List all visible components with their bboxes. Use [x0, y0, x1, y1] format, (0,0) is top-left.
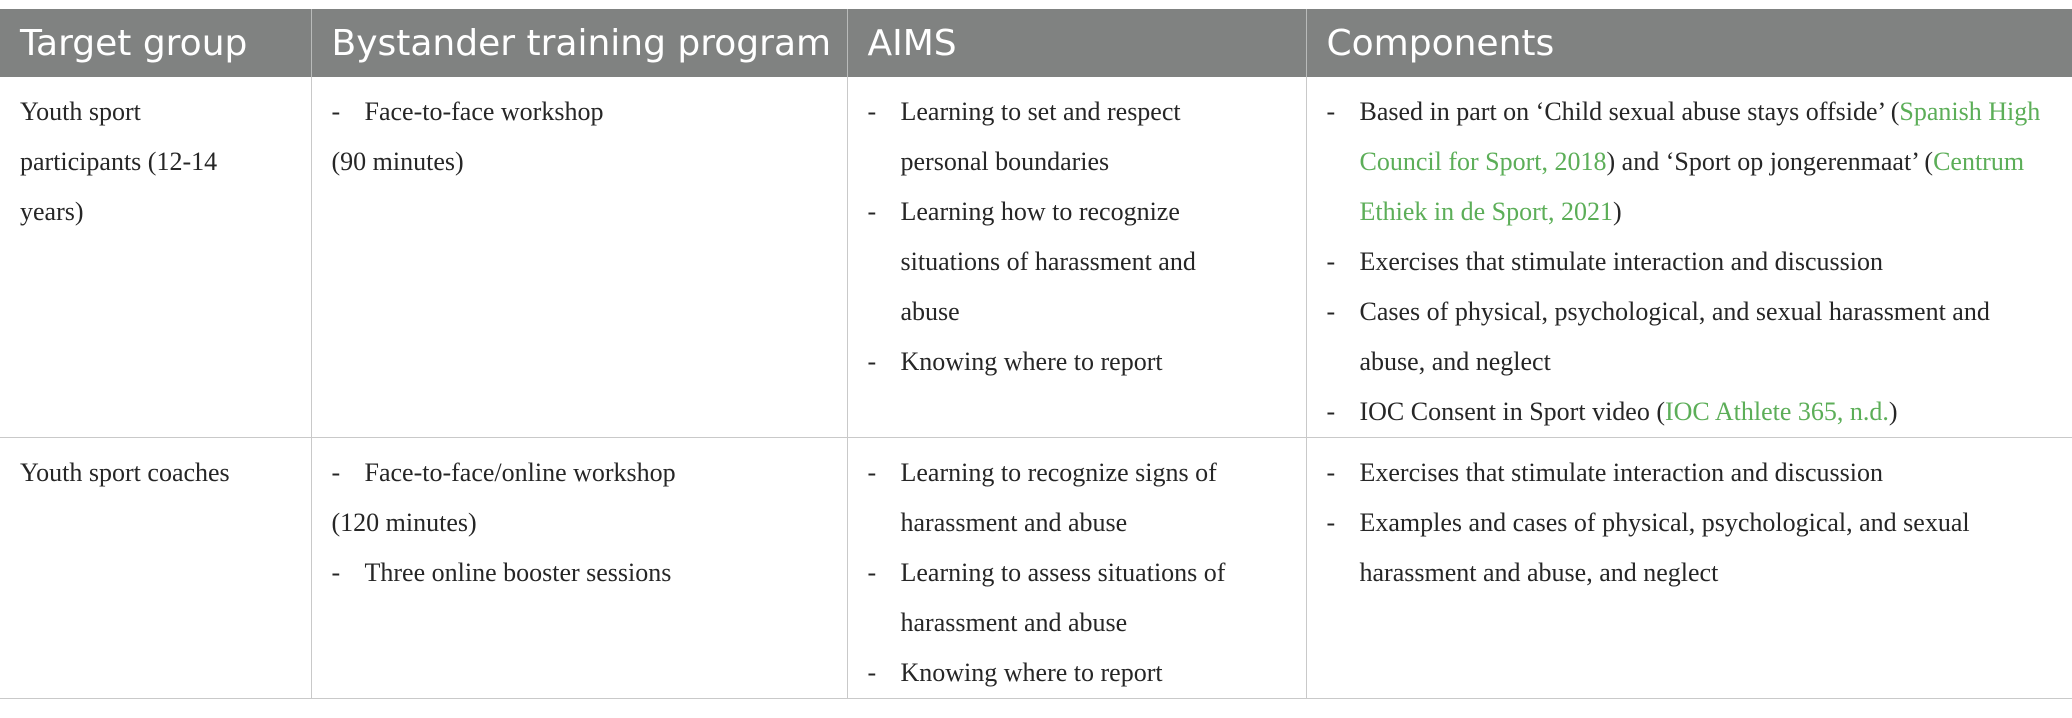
components-cell [1306, 438, 2072, 699]
list-item [1327, 237, 2053, 287]
component-text: Based in part on ‘Child sexual abuse stays offside’ ( [1359, 97, 1900, 126]
component-text: ) and ‘Sport op jongerenmaat’ ( [1606, 147, 1934, 176]
bystander-training-table [0, 9, 2072, 699]
bullet-dash: - [1326, 458, 1336, 487]
target-group-text: Youth sport coaches [20, 458, 230, 487]
list-item [868, 648, 1286, 698]
program-duration: (90 minutes) [331, 147, 464, 176]
program-duration: (120 minutes) [331, 508, 477, 537]
reference-link[interactable]: IOC Athlete 365, n.d. [1665, 397, 1889, 426]
bullet-dash: - [1326, 97, 1336, 126]
program-cell [311, 77, 847, 438]
program-cell [311, 438, 847, 699]
bullet-dash: - [867, 658, 877, 687]
list-item [1327, 387, 2053, 437]
table-row [0, 77, 2072, 438]
list-item [332, 87, 827, 137]
bullet-dash: - [867, 347, 877, 376]
list-item [1327, 87, 2053, 237]
bullet-dash: - [331, 458, 341, 487]
table-row [0, 438, 2072, 699]
list-item [1327, 448, 2053, 498]
header-aims: AIMS [847, 9, 1306, 77]
component-text: Cases of physical, psychological, and sexual harassment and abuse, and neglect [1359, 297, 1990, 376]
bullet-dash: - [867, 458, 877, 487]
bullet-dash: - [1326, 247, 1336, 276]
list-item [1327, 287, 2053, 387]
component-text: Exercises that stimulate interaction and discussion [1359, 458, 1883, 487]
bullet-dash: - [867, 197, 877, 226]
list-item [332, 448, 827, 498]
list-item [868, 548, 1286, 648]
aims-cell [847, 77, 1306, 438]
aim-text: Learning to recognize signs of harassment and abuse [900, 458, 1217, 537]
bullet-dash: - [331, 558, 341, 587]
component-text: Exercises that stimulate interaction and discussion [1359, 247, 1883, 276]
aim-text: Knowing where to report [900, 347, 1163, 376]
table-header-row [0, 9, 2072, 77]
target-group-cell [0, 77, 311, 438]
reference-link[interactable]: Centrum Ethiek in de Sport, 2021 [1359, 147, 2025, 226]
aim-text: Learning to set and respect personal boundaries [900, 97, 1181, 176]
program-item: Face-to-face/online workshop [364, 458, 676, 487]
program-item: Face-to-face workshop [364, 97, 604, 126]
component-text: ) [1612, 197, 1622, 226]
target-group-text: Youth sport participants (12-14 years) [20, 97, 218, 226]
header-components: Components [1306, 9, 2072, 77]
aim-text: Knowing where to report [900, 658, 1163, 687]
aims-cell [847, 438, 1306, 699]
header-program: Bystander training program [311, 9, 847, 77]
bullet-dash: - [1326, 508, 1336, 537]
reference-link[interactable]: Spanish High Council for Sport, 2018 [1359, 97, 2041, 176]
aim-text: Learning to assess situations of harassment and abuse [900, 558, 1226, 637]
bullet-dash: - [331, 97, 341, 126]
bullet-dash: - [867, 97, 877, 126]
target-group-cell [0, 438, 311, 699]
list-item [868, 87, 1231, 187]
components-cell [1306, 77, 2072, 438]
header-target-group: Target group [0, 9, 311, 77]
list-item [868, 337, 1286, 387]
bullet-dash: - [1326, 397, 1336, 426]
list-item [868, 448, 1286, 548]
bullet-dash: - [1326, 297, 1336, 326]
list-item [332, 548, 827, 598]
list-item [1327, 498, 2053, 598]
bullet-dash: - [867, 558, 877, 587]
component-text: IOC Consent in Sport video ( [1359, 397, 1665, 426]
list-item [868, 187, 1221, 337]
aim-text: Learning how to recognize situations of harassment and abuse [900, 197, 1196, 326]
component-text: Examples and cases of physical, psychological, and sexual harassment and abuse, and neglect [1359, 508, 1970, 587]
component-text: ) [1888, 397, 1898, 426]
program-item: Three online booster sessions [364, 558, 672, 587]
